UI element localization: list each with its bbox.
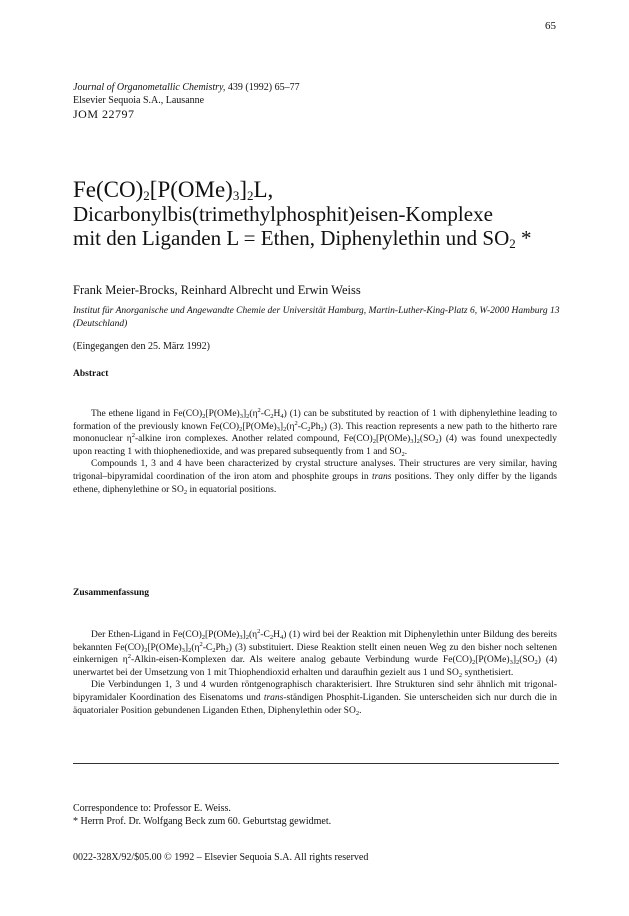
journal-name: Journal of Organometallic Chemistry, [73,82,226,93]
correspondence-note: Correspondence to: Professor E. Weiss. [73,803,231,814]
journal-publisher: Elsevier Sequoia S.A., Lausanne [73,94,205,106]
jom-code: JOM 22797 [73,107,135,121]
journal-header [73,82,300,107]
page-number: 65 [545,20,556,32]
abstract-heading: Abstract [73,369,109,379]
zusammenfassung-text [73,629,557,717]
title-ligands: mit den Liganden L = Ethen, Diphenylethin und $SO_2$ * [73,226,532,251]
zusammenfassung-paragraph: Der Ethen-Ligand in $Fe(CO)_2[P(OMe)_3]_2(\eta^2-C_2H_4)$ (1) wird bei der Reaktion mit Diphenylethin unter Bildung des bereits bekannten $Fe(CO)_2[P(OMe)_3]_2(\eta^2-C_2Ph_2)$ (3) substituiert. Diese Reaktion stellt einen neuen Weg zu den bisher noch seltenen einkernigen $\eta^2-Alkin-eisen$-Komplexen dar. Als weitere analog gebaute Verbindung wurde $Fe(CO)_2[P(OMe)_3]_2(SO_2)$ (4) unerwartet bei der Umsetzung von 1 mit Thiophendioxid erhalten und daraufhin gezielt aus 1 und $SO_2$ synthetisiert. [73,628,557,679]
authors: Frank Meier-Brocks, Reinhard Albrecht und Erwin Weiss [73,283,361,297]
received-date: (Eingegangen den 25. März 1992) [73,341,210,352]
zusammenfassung-heading: Zusammenfassung [73,588,150,598]
journal-citation: Journal of Organometallic Chemistry, 439 (1992) 65–77 [73,82,300,93]
abstract-text [73,408,557,496]
abstract-paragraph: The ethene ligand in $Fe(CO)_2[P(OMe)_3]_2(\eta^2-C_2H_4)$ (1) can be substituted by reaction of 1 with diphenylethine leading to formation of the previously known $Fe(CO)_2[P(OMe)_3]_2(\eta^2-C_2Ph_2)$ (3). This reaction represents a new path to the hitherto rare mononuclear $\eta^2$-alkine iron complexes. Another related compound, $Fe(CO)_2[P(OMe)_3]_2(SO_2)$ (4) was found unexpectedly upon reacting 1 with thiophenedioxide, and was prepared subsequently from 1 and $SO_2$. [73,407,558,458]
article-title [73,178,532,250]
affiliation: Institut für Anorganische und Angewandte Chemie der Universität Hamburg, Martin-Luther-King-Platz 6, W-2000 Hamburg 13 (Deutschland) [73,306,560,329]
title-formula: $Fe(CO)_2[P(OMe)_3]_2L$, [73,177,274,203]
title-name: Dicarbonylbis(trimethylphosphit)eisen-Komplexe [73,202,493,226]
dedication-note: * Herrn Prof. Dr. Wolfgang Beck zum 60. Geburtstag gewidmet. [73,815,332,827]
footnote-divider [73,763,559,764]
abstract-paragraph: Compounds 1, 3 and 4 have been characterized by crystal structure analyses. Their structures are very similar, having trigonal–bipyramidal coordination of the iron atom and phosphite groups in trans positions. They only differ by the ligands ethene, diphenylethine or $SO_2$ in equatorial positions. [73,459,557,496]
copyright-line: 0022-328X/92/$05.00 © 1992 – Elsevier Sequoia S.A. All rights reserved [73,852,369,863]
zusammenfassung-paragraph: Die Verbindungen 1, 3 und 4 wurden röntgenographisch charakterisiert. Ihre Strukturen sind sehr ähnlich mit trigonal-bipyramidaler Koordination des Eisenatoms und trans-ständigen Phosphit-Liganden. Sie unterscheiden sich nur durch die in äquatorialer Position gebundenen Liganden Ethen, Diphenylethin oder $SO_2$. [73,680,558,717]
footnotes [73,803,331,828]
